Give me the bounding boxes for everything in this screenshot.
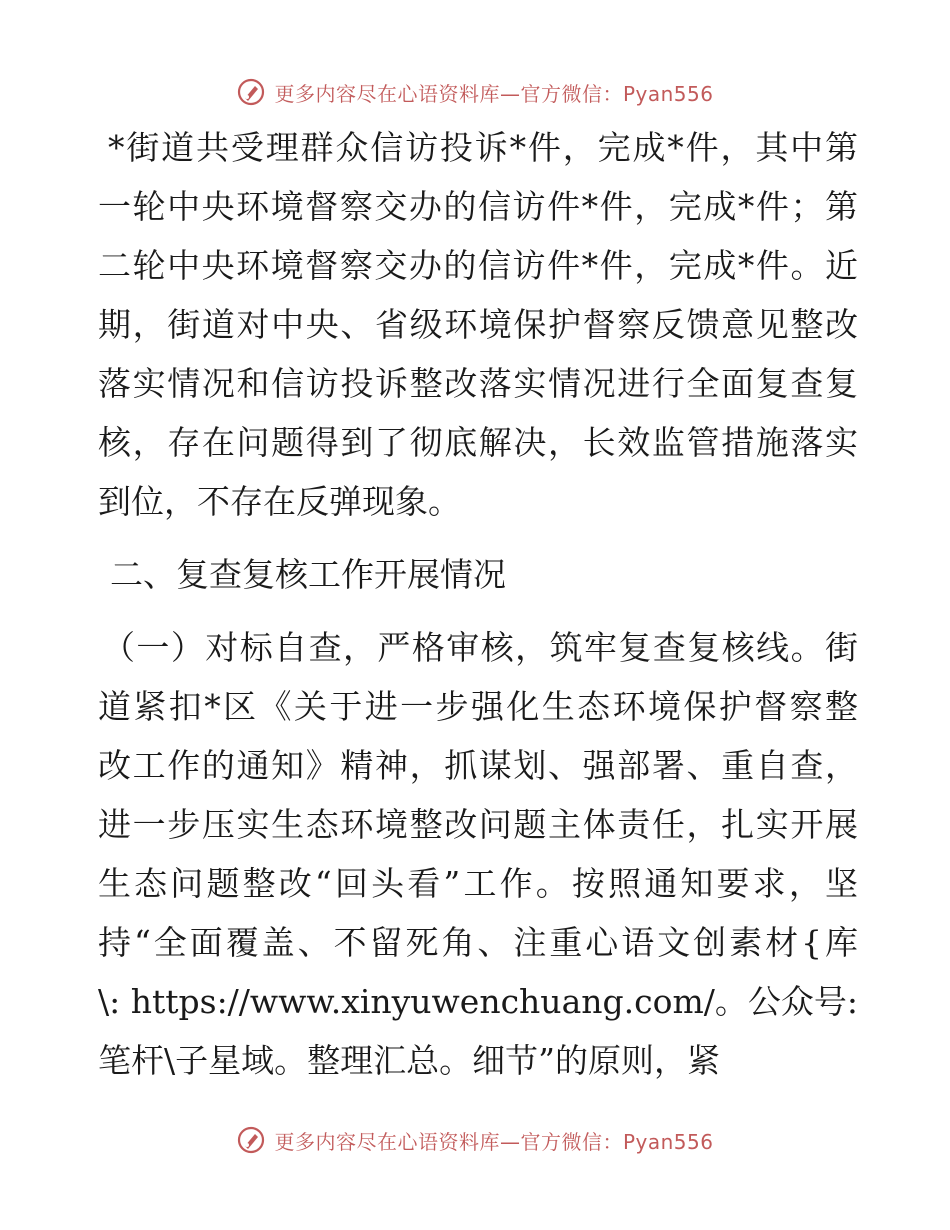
pen-nib-logo-icon	[236, 1125, 266, 1155]
pen-nib-logo-icon	[236, 77, 266, 107]
footer-banner	[0, 1120, 950, 1160]
text-line: 改工作的通知》精神，抓谋划、强部署、重自查，	[98, 746, 858, 785]
section-heading: 二、复查复核工作开展情况	[110, 555, 506, 594]
text-line: 二轮中央环境督察交办的信访件*件，完成*件。近	[98, 246, 858, 285]
text-line: 生态问题整改“回头看”工作。按照通知要求，坚	[98, 864, 858, 903]
text-line: 到位，不存在反弹现象。	[98, 482, 461, 521]
text-line: （一）对标自查，严格审核，筑牢复查复核线。街	[102, 628, 858, 667]
text-line: 进一步压实生态环境整改问题主体责任，扎实开展	[98, 805, 858, 844]
header-banner	[0, 72, 950, 112]
text-line: *街道共受理群众信访投诉*件，完成*件，其中第	[108, 128, 858, 167]
text-line: 期，街道对中央、省级环境保护督察反馈意见整改	[98, 305, 858, 344]
paragraph-1	[98, 118, 858, 531]
text-line: 一轮中央环境督察交办的信访件*件，完成*件；第	[98, 187, 858, 226]
header-banner-text: 更多内容尽在心语资料库—官方微信：Pyan556	[274, 81, 714, 106]
text-line: 落实情况和信访投诉整改落实情况进行全面复查复	[98, 364, 858, 403]
text-line: 核，存在问题得到了彻底解决，长效监管措施落实	[98, 423, 858, 462]
text-line: 道紧扣*区《关于进一步强化生态环境保护督察整	[98, 687, 858, 726]
text-line: 笔杆\子星域。整理汇总。细节”的原则，紧	[98, 1041, 720, 1080]
paragraph-2	[98, 618, 858, 1090]
text-line: \: https://www.xinyuwenchuang.com/。公众号:	[98, 982, 858, 1021]
document-body	[98, 118, 858, 1090]
footer-banner-text: 更多内容尽在心语资料库—官方微信：Pyan556	[274, 1129, 714, 1154]
text-line: 持“全面覆盖、不留死角、注重心语文创素材{库	[98, 923, 858, 962]
